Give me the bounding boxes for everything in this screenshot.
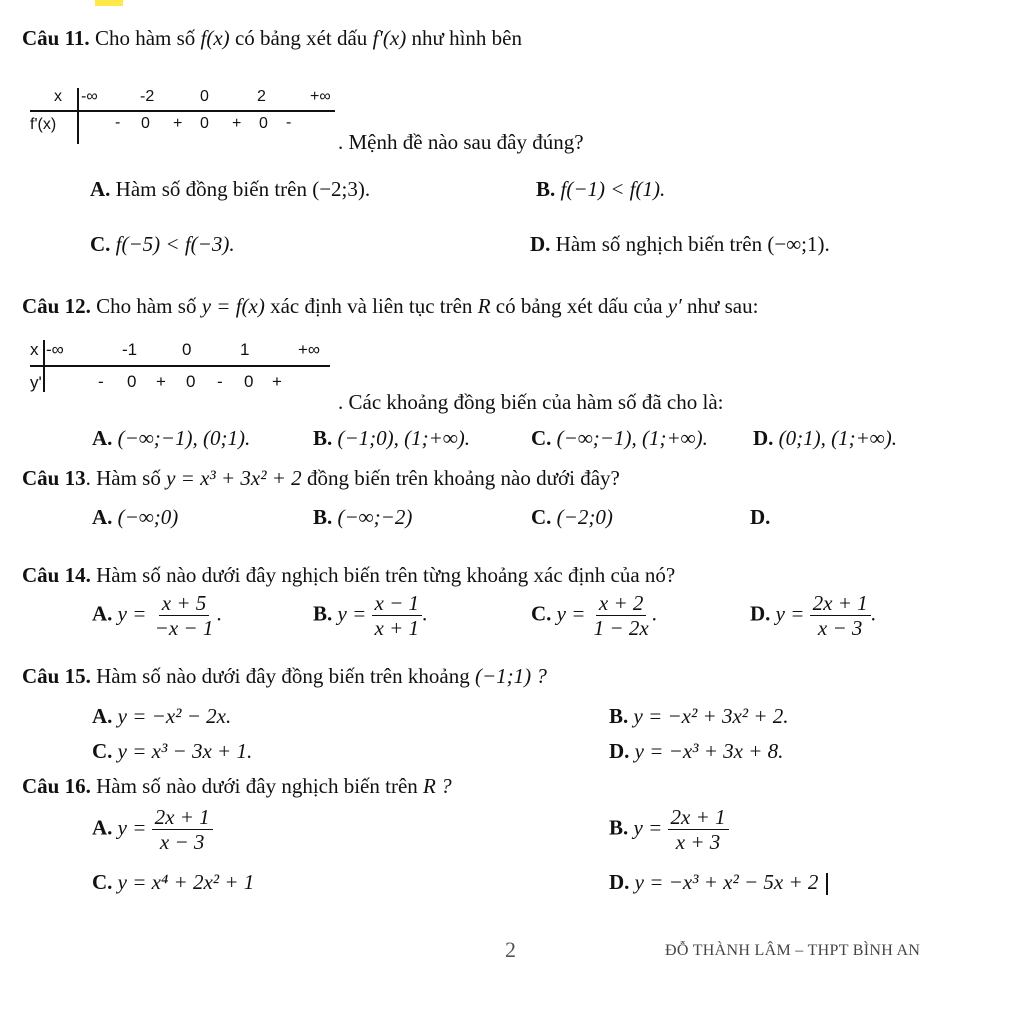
- numerator: 2x + 1: [810, 592, 871, 616]
- q12-stem-mid2: có bảng xét dấu của: [495, 294, 663, 318]
- q12-option-a: [92, 426, 250, 451]
- q12-option-d-text: (0;1), (1;+∞).: [778, 426, 898, 450]
- q11-option-b-text: f(−1) < f(1).: [560, 177, 666, 201]
- q12-stem-yp: y′: [667, 294, 682, 318]
- q12-table-hline: [30, 365, 330, 367]
- q13-option-c-text: (−2;0): [556, 505, 613, 529]
- q14-option-a-end: .: [216, 601, 222, 626]
- highlight-mark: [95, 0, 123, 6]
- q11-table-x-label: x: [54, 88, 62, 105]
- q14-option-a-lhs: y =: [117, 601, 147, 626]
- q11-option-d: [530, 232, 830, 257]
- q15-option-c: [92, 739, 252, 764]
- q14-stem: [22, 563, 675, 588]
- q12-option-b-text: (−1;0), (1;+∞).: [337, 426, 471, 450]
- q16-option-a-fraction: [152, 806, 213, 853]
- q11-table-hline: [30, 110, 335, 112]
- denominator: x − 3: [159, 830, 205, 855]
- q16-option-a: [92, 806, 213, 853]
- denominator: 1 − 2x: [593, 616, 649, 641]
- q13-option-b-text: (−∞;−2): [337, 505, 413, 529]
- numerator: 2x + 1: [152, 806, 213, 830]
- q12-stem-mid: xác định và liên tục trên: [270, 294, 473, 318]
- q11-table-vline: [77, 88, 79, 144]
- q13-option-c: [531, 505, 613, 530]
- q14-option-c-end: .: [651, 601, 657, 626]
- q15-option-d: [609, 739, 783, 764]
- q13-option-a-text: (−∞;0): [117, 505, 179, 529]
- q14-option-c-label: C.: [531, 601, 552, 626]
- q13-stem-pre: . Hàm số: [85, 466, 161, 490]
- q14-option-b-lhs: y =: [337, 601, 367, 626]
- q11-option-b: [536, 177, 665, 202]
- q12-option-d: [753, 426, 897, 451]
- q11-label: Câu 11.: [22, 26, 90, 50]
- q14-option-b: [313, 592, 427, 639]
- q11-question-tail: . Mệnh đề nào sau đây đúng?: [338, 130, 584, 154]
- q13-label: Câu 13: [22, 466, 86, 490]
- q16-option-b: [609, 806, 729, 853]
- denominator: x + 1: [374, 616, 420, 641]
- q12-sign: -: [98, 372, 104, 391]
- q12-table-vline: [43, 340, 45, 392]
- q12-sign: 0: [186, 372, 196, 391]
- q11-sign: +: [173, 115, 183, 132]
- q12-x-value: -1: [122, 340, 138, 359]
- q11-option-c: [90, 232, 235, 257]
- denominator: x − 3: [817, 616, 863, 641]
- q11-x-value: 0: [200, 88, 209, 105]
- q14-option-b-end: .: [422, 601, 428, 626]
- q12-stem-post: như sau:: [686, 294, 759, 318]
- q14-option-a: [92, 592, 222, 639]
- page-number: 2: [505, 937, 516, 962]
- q11-x-value: +∞: [310, 88, 331, 105]
- q16-option-a-lhs: y =: [117, 815, 147, 840]
- q12-sign: +: [156, 372, 166, 391]
- q12-option-a-text: (−∞;−1), (0;1).: [117, 426, 251, 450]
- q12-option-c: [531, 426, 708, 451]
- q14-option-c-fraction: [591, 592, 652, 639]
- q16-option-b-lhs: y =: [633, 815, 663, 840]
- q11-option-a-text: Hàm số đồng biến trên (−2;3).: [115, 177, 371, 201]
- q13-option-c-label: C.: [531, 505, 552, 529]
- q16-stem: [22, 774, 452, 799]
- q16-option-c-label: C.: [92, 870, 113, 894]
- q11-option-c-text: f(−5) < f(−3).: [115, 232, 235, 256]
- q12-option-d-label: D.: [753, 426, 774, 450]
- q11-sign: -: [286, 114, 292, 131]
- q12-option-b-label: B.: [313, 426, 333, 450]
- q12-stem-pre: Cho hàm số: [96, 294, 197, 318]
- denominator: x + 3: [675, 830, 721, 855]
- q12-sign: 0: [244, 372, 254, 391]
- q14-option-d-label: D.: [750, 601, 771, 626]
- q15-option-d-label: D.: [609, 739, 630, 763]
- q12-x-value: -∞: [46, 340, 64, 359]
- q11-x-value: -∞: [81, 88, 98, 105]
- denominator: −x − 1: [154, 616, 214, 641]
- q11-stem-post: như hình bên: [411, 26, 522, 50]
- q15-stem-interval: (−1;1) ?: [474, 664, 547, 688]
- q15-option-d-text: y = −x³ + 3x + 8.: [634, 739, 784, 763]
- q14-option-a-label: A.: [92, 601, 113, 626]
- q12-x-value: 1: [240, 340, 250, 359]
- q11-sign: 0: [259, 115, 268, 132]
- q15-option-c-label: C.: [92, 739, 113, 763]
- q13-option-b-label: B.: [313, 505, 333, 529]
- q12-label: Câu 12.: [22, 294, 91, 318]
- numerator: x + 2: [596, 592, 647, 616]
- footer-author: ĐỖ THÀNH LÂM – THPT BÌNH AN: [665, 942, 921, 959]
- q16-option-c-text: y = x⁴ + 2x² + 1: [117, 870, 255, 894]
- q12-sign: -: [217, 372, 223, 391]
- q13-option-b: [313, 505, 412, 530]
- q12-sign: +: [272, 372, 282, 391]
- q11-stem-mid: có bảng xét dấu: [234, 26, 368, 50]
- q11-stem-pre: Cho hàm số: [94, 26, 196, 50]
- q11-option-d-label: D.: [530, 232, 551, 256]
- q12-table-x-label: x: [30, 340, 39, 359]
- q15-option-a-text: y = −x² − 2x.: [117, 704, 232, 728]
- q12-question-tail: . Các khoảng đồng biến của hàm số đã cho là:: [338, 390, 724, 414]
- text-cursor: [826, 873, 828, 895]
- q16-label: Câu 16.: [22, 774, 91, 798]
- q14-option-d-lhs: y =: [775, 601, 805, 626]
- q12-option-a-label: A.: [92, 426, 113, 450]
- q16-option-d-label: D.: [609, 870, 630, 894]
- q11-x-value: -2: [140, 88, 155, 105]
- q12-sign: 0: [127, 372, 137, 391]
- q13-option-d: [750, 505, 770, 530]
- q12-stem-eq: y = f(x): [201, 294, 265, 318]
- q11-stem-fp: f'(x): [372, 26, 407, 50]
- numerator: x + 5: [159, 592, 210, 616]
- q15-option-c-text: y = x³ − 3x + 1.: [117, 739, 253, 763]
- q13-option-d-label: D.: [750, 505, 771, 529]
- q12-sign-table: [30, 340, 340, 400]
- q16-option-c: [92, 870, 254, 895]
- q12-x-value: 0: [182, 340, 192, 359]
- q11-stem-f: f(x): [200, 26, 230, 50]
- q16-option-d: [609, 870, 828, 895]
- q11-option-a: [90, 177, 370, 202]
- q15-stem-text: Hàm số nào dưới đây đồng biến trên khoảng: [96, 664, 470, 688]
- q15-option-a: [92, 704, 231, 729]
- q12-table-yp-label: y': [30, 373, 42, 392]
- q11-option-a-label: A.: [90, 177, 111, 201]
- q14-option-c: [531, 592, 657, 639]
- q12-x-value: +∞: [298, 340, 321, 359]
- q14-label: Câu 14.: [22, 563, 91, 587]
- q11-option-d-text: Hàm số nghịch biến trên (−∞;1).: [555, 232, 830, 256]
- q14-option-c-lhs: y =: [556, 601, 586, 626]
- q14-option-d: [750, 592, 876, 639]
- q15-option-b: [609, 704, 789, 729]
- q13-option-a: [92, 505, 178, 530]
- q13-stem: [22, 466, 620, 491]
- q11-sign: -: [115, 114, 121, 131]
- q16-option-b-fraction: [668, 806, 729, 853]
- numerator: 2x + 1: [668, 806, 729, 830]
- q14-option-d-end: .: [870, 601, 876, 626]
- q12-option-c-text: (−∞;−1), (1;+∞).: [556, 426, 708, 450]
- q12-option-c-label: C.: [531, 426, 552, 450]
- q16-option-a-label: A.: [92, 815, 113, 840]
- q16-stem-text: Hàm số nào dưới đây nghịch biến trên: [96, 774, 418, 798]
- q14-stem-text: Hàm số nào dưới đây nghịch biến trên từng khoảng xác định của nó?: [96, 563, 676, 587]
- q11-stem: [22, 26, 522, 51]
- q11-sign: 0: [200, 115, 209, 132]
- q11-sign: 0: [141, 115, 150, 132]
- q16-option-b-label: B.: [609, 815, 629, 840]
- q11-option-c-label: C.: [90, 232, 111, 256]
- q15-stem: [22, 664, 547, 689]
- q15-option-b-label: B.: [609, 704, 629, 728]
- q11-table-fp-label: f'(x): [30, 116, 57, 133]
- q11-option-b-label: B.: [536, 177, 556, 201]
- q12-option-b: [313, 426, 470, 451]
- q14-option-a-fraction: [152, 592, 217, 639]
- q14-option-b-fraction: [372, 592, 423, 639]
- q11-sign: +: [232, 115, 242, 132]
- q15-label: Câu 15.: [22, 664, 91, 688]
- q13-option-a-label: A.: [92, 505, 113, 529]
- q11-sign-table: [30, 88, 340, 148]
- q16-option-d-text: y = −x³ + x² − 5x + 2: [634, 870, 819, 894]
- q14-option-d-fraction: [810, 592, 871, 639]
- numerator: x − 1: [372, 592, 423, 616]
- q15-option-a-label: A.: [92, 704, 113, 728]
- q12-stem: [22, 294, 758, 319]
- q14-option-b-label: B.: [313, 601, 333, 626]
- q16-stem-r: R ?: [423, 774, 452, 798]
- q15-option-b-text: y = −x² + 3x² + 2.: [633, 704, 789, 728]
- q13-stem-eq: y = x³ + 3x² + 2: [166, 466, 302, 490]
- q12-stem-r: R: [477, 294, 491, 318]
- q11-x-value: 2: [257, 88, 266, 105]
- q13-stem-post: đồng biến trên khoảng nào dưới đây?: [306, 466, 620, 490]
